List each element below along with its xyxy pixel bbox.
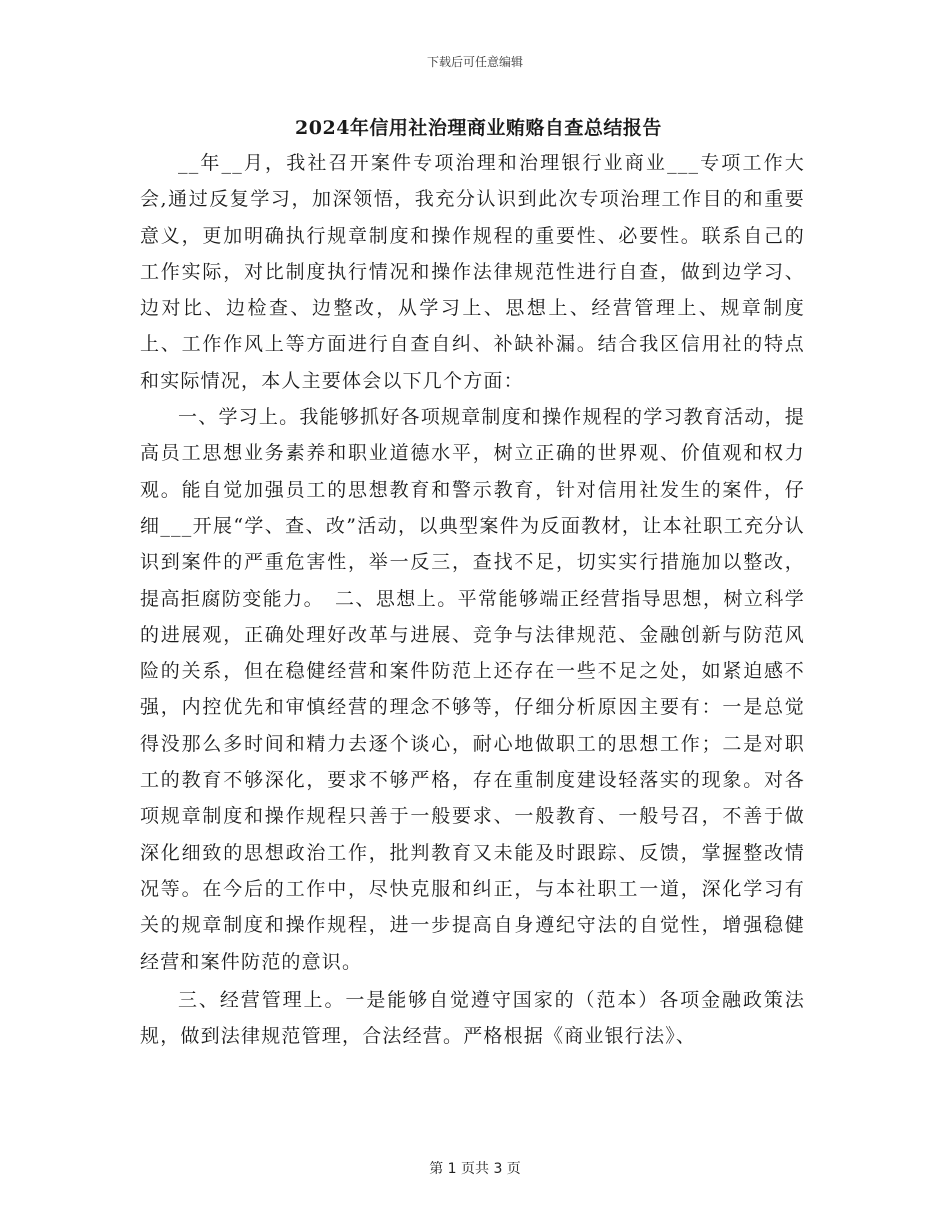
paragraph-intro: __年__月，我社召开案件专项治理和治理银行业商业___专项工作大会,通过反复学习，加深领悟，我充分认识到此次专项治理工作目的和重要意义，更加明确执行规章制度和操作规程的重要性、必要性。联系自己的工作实际，对比制度执行情况和操作法律规范性进行自查，做到边学习、边对比、边检查、边整改，从学习上、思想上、经营管理上、规章制度上、工作作风上等方面进行自查自纠、补缺补漏。结合我区信用社的特点和实际情况，本人主要体会以下几个方面： — [140, 152, 805, 392]
page-number-footer: 第 1 页共 3 页 — [429, 1161, 521, 1177]
paragraph-study-and-thought: 一、学习上。我能够抓好各项规章制度和操作规程的学习教育活动，提高员工思想业务素养和职业道德水平，树立正确的世界观、价值观和权力观。能自觉加强员工的思想教育和警示教育，针对信用社发生的案件，仔细___开展“学、查、改”活动，以典型案件为反面教材，让本社职工充分认识到案件的严重危害性，举一反三，查找不足，切实实行措施加以整改，提高拒腐防变能力。 二、思想上。平常能够端正经营指导思想，树立科学的进展观，正确处理好改革与进展、竞争与法律规范、金融创新与防范风险的关系，但在稳健经营和案件防范上还存在一些不足之处，如紧迫感不强，内控优先和审慎经营的理念不够等，仔细分析原因主要有：一是总觉得没那么多时间和精力去逐个谈心，耐心地做职工的思想工作；二是对职工的教育不够深化，要求不够严格，存在重制度建设轻落实的现象。对各项规章制度和操作规程只善于一般要求、一般教育、一般号召，不善于做深化细致的思想政治工作，批判教育又未能及时跟踪、反馈，掌握整改情况等。在今后的工作中，尽快克服和纠正，与本社职工一道，深化学习有关的规章制度和操作规程，进一步提高自身遵纪守法的自觉性，增强稳健经营和案件防范的意识。 — [140, 406, 805, 973]
document-title: 2024年信用社治理商业贿赂自查总结报告 — [295, 117, 662, 139]
page-header-note: 下载后可任意编辑 — [426, 55, 523, 69]
document-body — [140, 114, 805, 1054]
paragraph-management: 三、经营管理上。一是能够自觉遵守国家的（范本）各项金融政策法规，做到法律规范管理，合法经营。严格根据《商业银行法》、 — [140, 988, 805, 1048]
